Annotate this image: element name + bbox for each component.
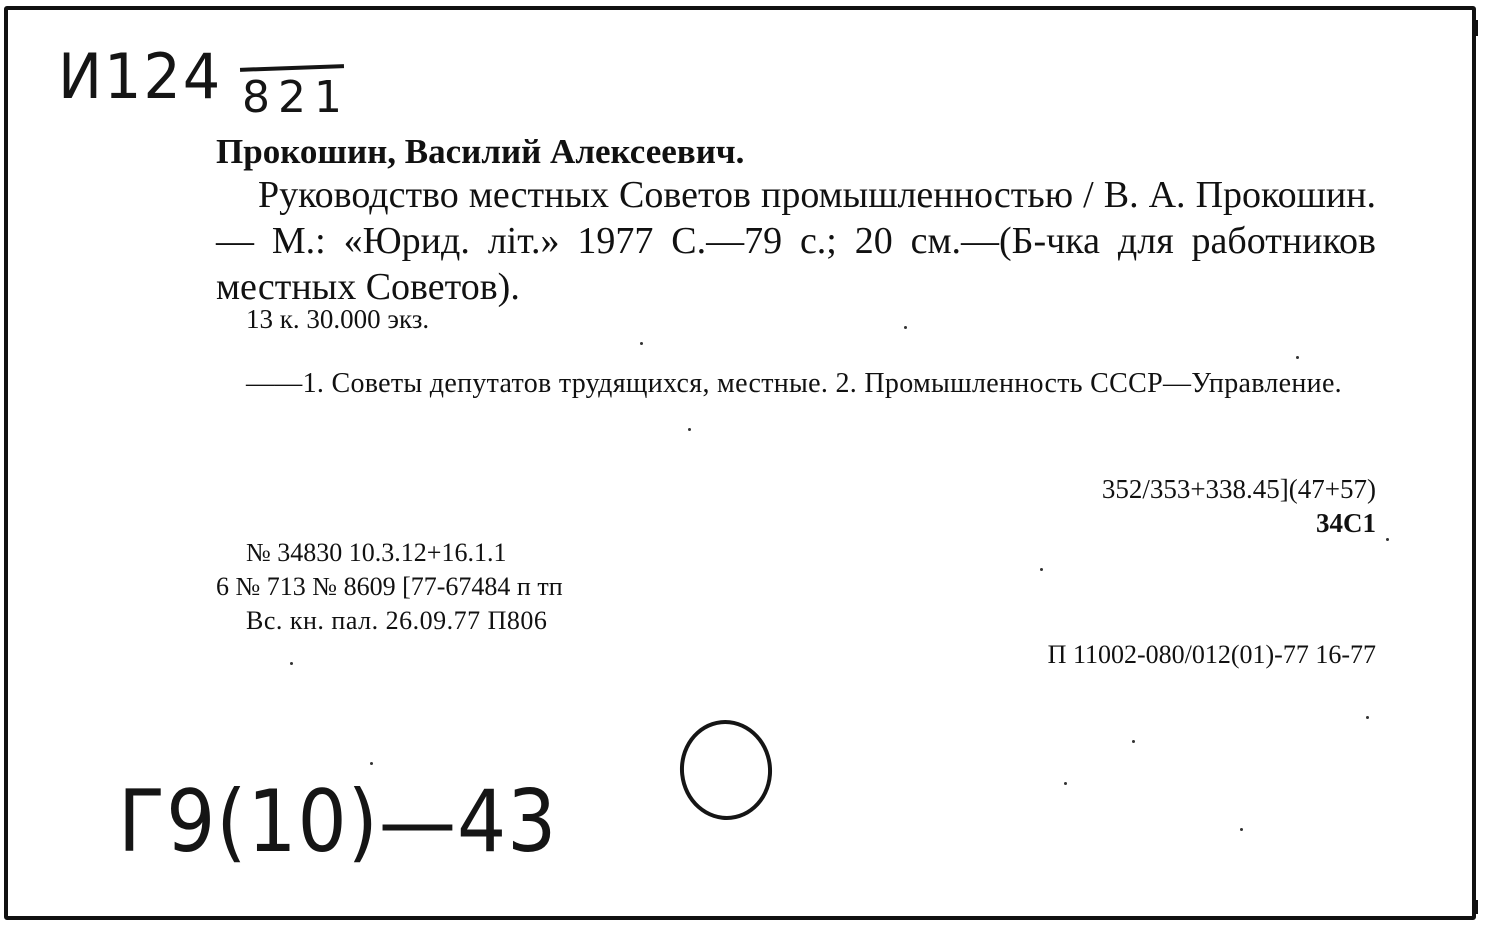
speck — [1240, 828, 1243, 831]
subject-headings: ——1. Советы депутатов трудящихся, местные. 2. Промышленность СССР—Управление. — [246, 368, 1342, 399]
speck — [904, 326, 907, 329]
speck — [688, 428, 691, 431]
handwritten-class-mark: Г9(10)—43 — [118, 772, 558, 872]
book-chamber-record: Вс. кн. пал. 26.09.77 П806 — [246, 606, 548, 635]
classification-index: 352/353+338.45](47+57) — [1101, 474, 1376, 504]
speck — [1064, 782, 1067, 785]
registry-number: № 34830 10.3.12+16.1.1 — [246, 538, 507, 567]
speck — [370, 762, 373, 765]
title-description: Руководство местных Советов промышленностью / В. А. Прокошин.— М.: «Юрид. літ.» 1977 С.—79 с.; 20 см.—(Б-чка для работников местных Советов). — [216, 174, 1376, 308]
speck — [290, 662, 293, 665]
speck — [1296, 356, 1299, 359]
speck — [1366, 716, 1369, 719]
speck — [1132, 740, 1135, 743]
speck — [640, 342, 643, 345]
handwritten-shelf-mark-sub: 821 — [242, 72, 350, 123]
handwritten-shelf-mark: И124 — [58, 40, 223, 113]
registry-order: 6 № 713 № 8609 [77-67484 п тп — [216, 572, 563, 601]
speck — [1040, 568, 1043, 571]
publisher-code: П 11002-080/012(01)-77 16-77 — [1047, 640, 1376, 669]
price-copies: 13 к. 30.000 экз. — [246, 304, 430, 334]
speck — [1386, 538, 1389, 541]
author-heading: Прокошин, Василий Алексеевич. — [216, 132, 745, 171]
right-edge-mark-bottom — [1474, 900, 1478, 914]
classification-code: 34С1 — [1316, 508, 1376, 538]
right-edge-mark — [1474, 20, 1478, 36]
